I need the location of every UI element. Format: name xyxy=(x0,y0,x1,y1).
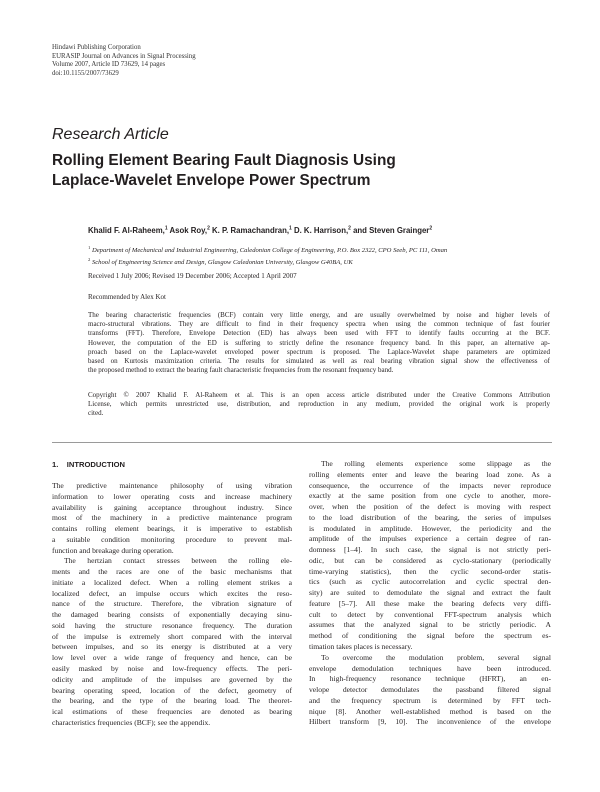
received-dates: Received 1 July 2006; Revised 19 December 2006; Accepted 1 April 2007 xyxy=(88,272,297,280)
publication-info xyxy=(52,44,196,78)
abstract-line: proach based on the Laplace-wavelet enveloped power spectrum is proposed. The Laplace-Wavelet shape parameters are optimized xyxy=(88,347,550,356)
author: D. K. Harrison,$^2$ xyxy=(293,225,351,235)
body-text-line: low level over a wide range of frequency and hence, can be xyxy=(52,653,292,663)
body-text-line: sity) are suited to demodulate the signal and extract the fault xyxy=(309,588,551,598)
body-text-line: nance of the structure. Therefore, the vibration signature of xyxy=(52,599,292,609)
body-text-line: In high-frequency resonance technique (HFRT), an en- xyxy=(309,674,551,684)
body-text-line: feature [5–7]. All these make the bearing defects very diffi- xyxy=(309,598,551,608)
body-text-line: function and breakage during operation. xyxy=(52,545,174,555)
body-text-line: ments and the races are one of the basic mechanisms that xyxy=(52,567,292,577)
body-text-line: availability is gaining acceptance throughout industry. Since xyxy=(52,502,292,512)
body-text-line: bearing operating speed, location of the defect, geometry of xyxy=(52,685,292,695)
title-line: Laplace-Wavelet Envelope Power Spectrum xyxy=(52,171,371,189)
affiliation: $^1$ Department of Mechanical and Industrial Engineering, Caledonian College of Engineering, P.O. Box 2322, CPO Seeb, PC 111, Oman xyxy=(88,245,448,255)
doi: doi:10.1155/2007/73629 xyxy=(52,69,119,77)
section-title: INTRODUCTION xyxy=(66,460,126,469)
body-text-line: the damaged bearing consists of exponentially decaying sinu- xyxy=(52,610,292,620)
abstract-line: transforms (FFT). Therefore, Envelope Detection (ED) has always been used with FFT to identify faults occurring at the BCF. xyxy=(88,329,550,338)
body-text-line: over, when the position of the defect is moving with respect xyxy=(309,502,551,512)
abstract-line: based on Kurtosis maximization criteria. The results for simulated as well as real bearing vibration signal show the effectiveness of xyxy=(88,357,550,366)
copyright-line: License, which permits unrestricted use, distribution, and reproduction in any medium, provided the original work is properly xyxy=(88,400,550,409)
body-text-line: odicity and amplitude of the impulses are governed by the xyxy=(52,674,292,684)
body-text-line: velope detector demodulates the passband filtered signal xyxy=(309,685,551,695)
abstract-line: However, the computation of the ED is suffering to strictly define the resonance frequency band. In this paper, an alternative ap- xyxy=(88,338,550,347)
affiliation: $^2$ School of Engineering Science and Design, Glasgow Caledonian University, Glasgow G40BA, UK xyxy=(88,256,353,267)
author: Asok Roy,$^2$ xyxy=(169,225,210,235)
body-text-line: amplitude of the impulses experience a certain degree of ran- xyxy=(309,534,551,544)
body-text-line: time-varying statistics), then the cyclic second-order statis- xyxy=(309,566,551,576)
body-text-line: odic, but can be considered as cyclo-stationary (periodically xyxy=(309,555,551,565)
abstract xyxy=(88,311,550,375)
body-text-line: envelope demodulation techniques have been introduced. xyxy=(309,663,551,673)
body-text-line: soid having the structure resonance frequency. The duration xyxy=(52,620,292,630)
body-text-line: is modulated in amplitude. However, the periodicity and the xyxy=(309,523,551,533)
divider xyxy=(52,442,552,443)
body-text-line: exactly at the same position from one cycle to another, more- xyxy=(309,491,551,501)
author: and Steven Grainger$^2$ xyxy=(353,225,433,235)
body-text-line: nique [8]. Another well-established method is based on the xyxy=(309,706,551,716)
body-text-line: tics (such as cyclic autocorrelation and cyclic spectral den- xyxy=(309,577,551,587)
body-text-line: The predictive maintenance philosophy of using vibration xyxy=(52,481,292,490)
article-type: Research Article xyxy=(52,126,169,143)
right-column-body xyxy=(309,459,551,728)
abstract-line: the proposed method to extract the bearing fault characteristic frequencies from the resonant frequency band. xyxy=(88,366,394,375)
author: K. P. Ramachandran,$^1$ xyxy=(212,225,292,235)
body-text-line: domness [1–4]. In such case, the signal is not strictly peri- xyxy=(309,545,551,555)
journal-name: EURASIP Journal on Advances in Signal Processing xyxy=(52,52,196,60)
body-text-line: a suitable condition monitoring procedure to prevent mal- xyxy=(52,534,292,544)
body-text-line: The rolling elements experience some slippage as the xyxy=(321,459,551,468)
body-text-line: between impulses, and so its energy is distributed at a very xyxy=(52,642,292,652)
paper-title xyxy=(52,151,472,190)
affiliations xyxy=(88,244,558,268)
body-text-line: cult to detect by conventional FFT-spectrum analysis which xyxy=(309,609,551,619)
body-text-line: assumes that the analyzed signal to be strictly periodic. A xyxy=(309,620,551,630)
left-column-body xyxy=(52,481,292,729)
title-line: Rolling Element Bearing Fault Diagnosis Using xyxy=(52,152,396,169)
body-text-line: initiate a localized defect. When a rolling element strikes a xyxy=(52,577,292,587)
body-text-line: most of the machinery in a predictive maintenance program xyxy=(52,513,292,523)
body-text-line: contains rolling element bearings, it is imperative to establish xyxy=(52,524,292,534)
body-text-line: consequence, the occurrence of the impacts never reproduce xyxy=(309,480,551,490)
author: Khalid F. Al-Raheem,$^1$ xyxy=(88,225,168,235)
body-text-line: rolling elements enter and leave the bearing load zone. As a xyxy=(309,469,551,479)
body-text-line: of the impulse is extremely short compared with the interval xyxy=(52,631,292,641)
copyright-notice xyxy=(88,391,550,419)
body-text-line: ical estimations of these frequencies are denoted as bearing xyxy=(52,707,292,717)
body-text-line: To overcome the modulation problem, several signal xyxy=(321,652,551,662)
body-text-line: Hilbert transform [9, 10]. The inconvenience of the envelope xyxy=(309,717,551,727)
volume-info: Volume 2007, Article ID 73629, 14 pages xyxy=(52,61,166,69)
copyright-line: cited. xyxy=(88,409,104,418)
body-text-line: information to lower operating costs and increase machinery xyxy=(52,491,292,501)
body-text-line: easily masked by noise and low-frequency effects. The peri- xyxy=(52,664,292,674)
abstract-line: The bearing characteristic frequencies (BCF) contain very little energy, and are usually overwhelmed by noise and higher levels of xyxy=(88,311,550,319)
body-text-line: and the frequency spectrum is determined by FFT tech- xyxy=(309,695,551,705)
author-list xyxy=(88,225,432,235)
body-text-line: the bearing, and the type of the bearing load. The theoret- xyxy=(52,696,292,706)
section-heading xyxy=(52,460,125,469)
body-text-line: to the load distribution of the bearing, the series of impulses xyxy=(309,512,551,522)
section-number: 1. xyxy=(52,460,59,469)
recommended-by: Recommended by Alex Kot xyxy=(88,293,166,301)
copyright-line: Copyright © 2007 Khalid F. Al-Raheem et al. This is an open access article distributed under the Creative Commons Attribution xyxy=(88,391,550,399)
publisher-name: Hindawi Publishing Corporation xyxy=(52,44,141,51)
body-text-line: characteristics frequencies (BCF); see the appendix. xyxy=(52,717,211,727)
body-text-line: The hertzian contact stresses between the rolling ele- xyxy=(64,556,292,566)
body-text-line: method of conditioning the signal before the spectrum es- xyxy=(309,631,551,641)
body-text-line: timation takes places is necessary. xyxy=(309,642,413,652)
abstract-line: macro-structural vibrations. They are difficult to find in their frequency spectra when using the common technique of fast fourier xyxy=(88,320,550,329)
body-text-line: localized defect, an impulse occurs which excites the reso- xyxy=(52,588,292,598)
